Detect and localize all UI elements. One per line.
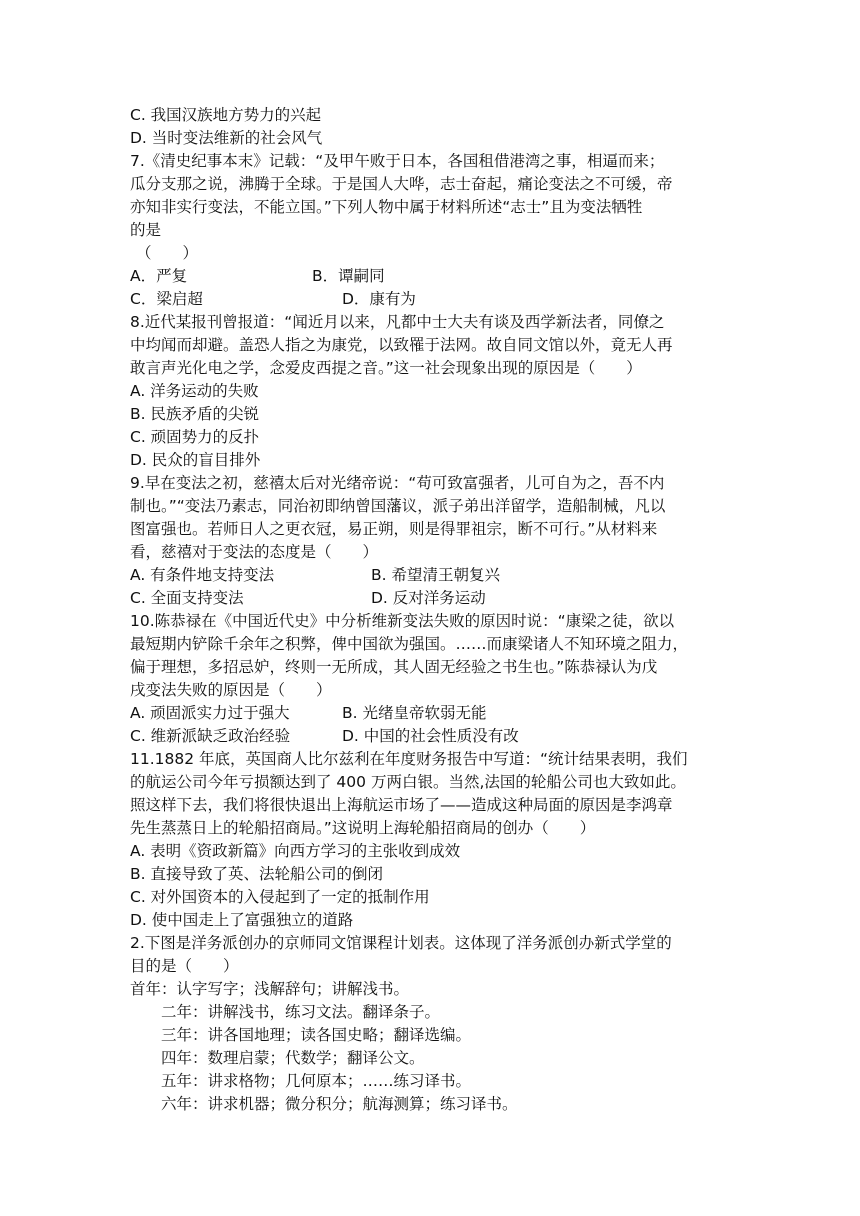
curriculum-year-4: 四年：数理启蒙；代数学；翻译公文。 [161, 1049, 425, 1067]
q7-answer-blank: （ ） [136, 244, 199, 262]
q6-option-c: C. 我国汉族地方势力的兴起 [130, 106, 322, 124]
q11-stem-line-3: 照这样下去，我们将很快退出上海航运市场了——造成这种局面的原因是李鸿章 [130, 796, 673, 814]
q7-option-b: B．谭嗣同 [312, 267, 385, 285]
q9-stem-line-1: 9.早在变法之初，慈禧太后对光绪帝说：“苟可致富强者，儿可自为之，吾不内 [130, 474, 665, 492]
q10-stem-line-1: 10.陈恭禄在《中国近代史》中分析维新变法失败的原因时说：“康梁之徒，欲以 [130, 612, 675, 630]
q2-stem-line-2: 目的是（ ） [130, 957, 239, 975]
curriculum-year-1: 首年：认字写字；浅解辞句；讲解浅书。 [130, 980, 410, 998]
q7-option-c: C．梁启超 [130, 290, 203, 308]
q9-stem-line-4: 看，慈禧对于变法的态度是（ ） [130, 543, 379, 561]
q11-option-c: C. 对外国资本的入侵起到了一定的抵制作用 [130, 888, 430, 906]
q11-stem-line-2: 的航运公司今年亏损额达到了 400 万两白银。当然,法国的轮船公司也大致如此。 [130, 773, 686, 791]
q9-option-d: D. 反对洋务运动 [371, 589, 486, 607]
q8-option-a: A. 洋务运动的失败 [130, 382, 259, 400]
q10-option-a: A. 顽固派实力过于强大 [130, 704, 290, 722]
q11-option-b: B. 直接导致了英、法轮船公司的倒闭 [130, 865, 383, 883]
q10-option-d: D. 中国的社会性质没有改 [342, 727, 519, 745]
q10-option-c: C. 维新派缺乏政治经验 [130, 727, 291, 745]
q2-stem-line-1: 2.下图是洋务派创办的京师同文馆课程计划表。这体现了洋务派创办新式学堂的 [130, 934, 672, 952]
q7-stem-line-1: 7.《清史纪事本末》记载：“及甲午败于日本，各国租借港湾之事，相逼而来； [130, 152, 665, 170]
q7-stem-line-2: 瓜分支那之说，沸腾于全球。于是国人大哗，志士奋起，痛论变法之不可缓，帝 [130, 175, 673, 193]
q8-option-b: B. 民族矛盾的尖锐 [130, 405, 259, 423]
curriculum-year-6: 六年：讲求机器；微分积分；航海测算；练习译书。 [161, 1095, 518, 1113]
q10-stem-line-4: 戌变法失败的原因是（ ） [130, 681, 332, 699]
q9-option-a: A. 有条件地支持变法 [130, 566, 275, 584]
curriculum-year-5: 五年：讲求格物；几何原本；……练习译书。 [161, 1072, 472, 1090]
q11-option-a: A. 表明《资政新篇》向西方学习的主张收到成效 [130, 842, 461, 860]
q7-stem-line-3: 亦知非实行变法，不能立国。”下列人物中属于材料所述“志士”且为变法牺牲 [130, 198, 643, 216]
q8-stem-line-1: 8.近代某报刊曾报道：“闻近月以来，凡都中士大夫有谈及西学新法者，同僚之 [130, 313, 665, 331]
q9-stem-line-3: 图富强也。若师日人之更衣冠，易正朔，则是得罪祖宗，断不可行。”从材料来 [130, 520, 658, 538]
q9-option-b: B. 希望清王朝复兴 [371, 566, 500, 584]
curriculum-year-2: 二年：讲解浅书，练习文法。翻译条子。 [161, 1003, 441, 1021]
q8-option-d: D. 民众的盲目排外 [130, 451, 261, 469]
q11-stem-line-4: 先生蒸蒸日上的轮船招商局。”这说明上海轮船招商局的创办（ ） [130, 819, 596, 837]
q9-stem-line-2: 制也。”“变法乃素志，同治初即纳曾国藩议，派子弟出洋留学，造船制械，凡以 [130, 497, 666, 515]
q9-option-c: C. 全面支持变法 [130, 589, 244, 607]
q8-stem-line-2: 中均闻而却避。盖恐人指之为康党，以致罹于法网。故自同文馆以外，竟无人再 [130, 336, 673, 354]
q6-option-d: D. 当时变法维新的社会风气 [130, 129, 323, 147]
q11-option-d: D. 使中国走上了富强独立的道路 [130, 911, 354, 929]
q10-stem-line-3: 偏于理想，多招忌妒，终则一无所成，其人固无经验之书生也。”陈恭禄认为戊 [130, 658, 658, 676]
q8-stem-line-3: 敢言声光化电之学，念爱皮西提之音。”这一社会现象出现的原因是（ ） [130, 359, 642, 377]
q7-stem-line-4: 的是 [130, 221, 162, 239]
q7-option-a: A．严复 [130, 267, 188, 285]
q11-stem-line-1: 11.1882 年底，英国商人比尔兹利在年度财务报告中写道：“统计结果表明，我们 [130, 750, 688, 768]
q10-option-b: B. 光绪皇帝软弱无能 [342, 704, 487, 722]
q10-stem-line-2: 最短期内铲除千余年之积弊，俾中国欲为强国。……而康梁诸人不知环境之阻力， [130, 635, 689, 653]
q7-option-d: D．康有为 [342, 290, 416, 308]
curriculum-year-3: 三年：讲各国地理；读各国史略；翻译选编。 [161, 1026, 472, 1044]
q8-option-c: C. 顽固势力的反扑 [130, 428, 260, 446]
